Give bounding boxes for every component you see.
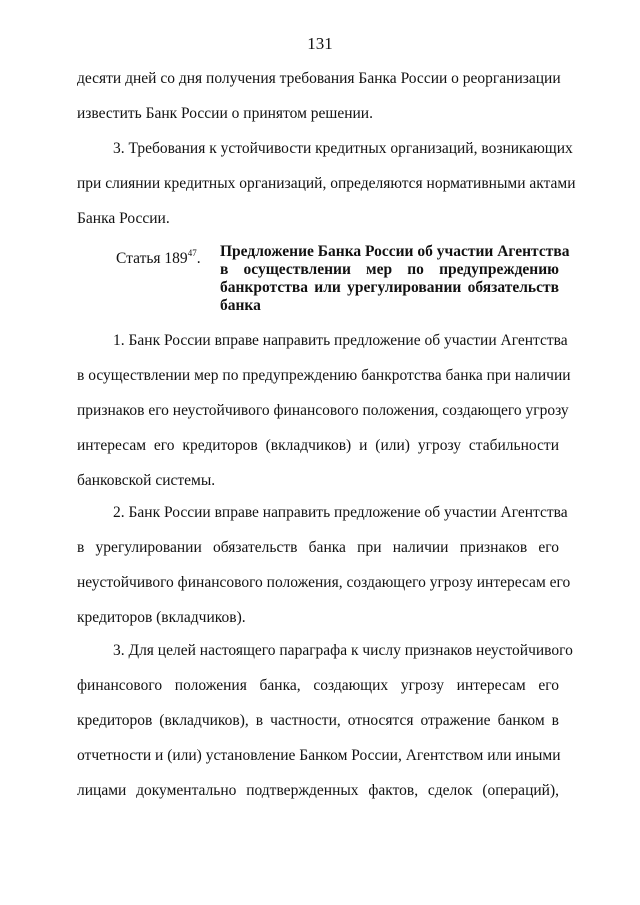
article-title-line: банкротства или урегулировании обязательств — [220, 279, 559, 296]
text-line: 3. Для целей настоящего параграфа к числу признаков неустойчивого — [113, 642, 573, 659]
text-line: 3. Требования к устойчивости кредитных организаций, возникающих — [113, 140, 573, 157]
text-line: кредиторов (вкладчиков). — [77, 609, 246, 626]
paragraph-1 — [77, 331, 571, 506]
paragraph-2 — [77, 503, 571, 643]
article-label-text: Статья 189 — [116, 250, 188, 267]
article-title-line: Предложение Банка России об участии Агентства — [220, 243, 570, 260]
article-title — [220, 243, 570, 315]
text-line: при слиянии кредитных организаций, определяются нормативными актами — [77, 175, 576, 192]
paragraph-requirements — [77, 139, 576, 244]
article-title-line: в осуществлении мер по предупреждению — [220, 261, 559, 278]
text-line: отчетности и (или) установление Банком России, Агентством или иными — [77, 747, 561, 764]
text-line: десяти дней со дня получения требования Банка России о реорганизации — [77, 70, 561, 87]
text-line: неустойчивого финансового положения, создающего угрозу интересам его — [77, 574, 571, 591]
paragraph-continuation — [77, 69, 559, 139]
text-line: 2. Банк России вправе направить предложение об участии Агентства — [113, 504, 568, 521]
article-label-sup: 47 — [187, 248, 197, 258]
text-line: в урегулировании обязательств банка при наличии признаков его — [77, 539, 559, 556]
paragraph-3 — [77, 641, 573, 816]
text-line: интересам его кредиторов (вкладчиков) и (или) угрозу стабильности — [77, 437, 559, 454]
text-line: признаков его неустойчивого финансового положения, создающего угрозу — [77, 402, 569, 419]
text-line: известить Банк России о принятом решении. — [77, 105, 373, 122]
text-line: банковской системы. — [77, 472, 216, 489]
article-title-line: банка — [220, 297, 261, 314]
page-number: 131 — [307, 34, 333, 53]
text-line: финансового положения банка, создающих угрозу интересам его — [77, 677, 559, 694]
text-line: кредиторов (вкладчиков), в частности, относятся отражение банком в — [77, 712, 559, 729]
article-label — [116, 243, 201, 269]
text-line: Банка России. — [77, 210, 170, 227]
text-line: в осуществлении мер по предупреждению банкротства банка при наличии — [77, 367, 571, 384]
article-label-suffix: . — [196, 250, 201, 267]
text-line: лицами документально подтвержденных фактов, сделок (операций), — [77, 782, 559, 799]
text-line: 1. Банк России вправе направить предложение об участии Агентства — [113, 332, 568, 349]
